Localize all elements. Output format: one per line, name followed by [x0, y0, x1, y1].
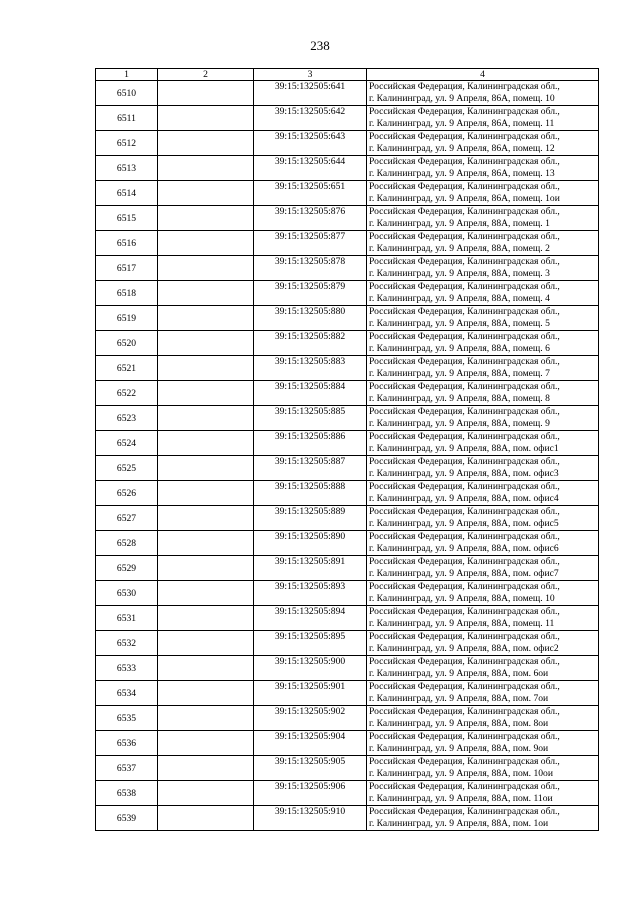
- address-line-1: Российская Федерация, Калининградская обл.,: [369, 131, 560, 142]
- address-line-1: Российская Федерация, Калининградская обл.,: [369, 706, 560, 717]
- address-cell: [367, 231, 599, 256]
- row-number: 6533: [96, 656, 158, 681]
- cadastral-number: 39:15:132505:902: [254, 706, 367, 731]
- column-2-cell: [158, 806, 254, 831]
- row-number: 6522: [96, 381, 158, 406]
- column-2-cell: [158, 331, 254, 356]
- column-2-cell: [158, 81, 254, 106]
- column-2-cell: [158, 156, 254, 181]
- cadastral-number: 39:15:132505:879: [254, 281, 367, 306]
- address-cell: [367, 506, 599, 531]
- address-line-2: г. Калининград, ул. 9 Апреля, 88А, пом. 6ои: [369, 668, 549, 679]
- address-line-1: Российская Федерация, Калининградская обл.,: [369, 381, 560, 392]
- cadastral-number: 39:15:132505:884: [254, 381, 367, 406]
- address-line-2: г. Калининград, ул. 9 Апреля, 88А, помещ. 1: [369, 218, 550, 229]
- address-line-2: г. Калининград, ул. 9 Апреля, 88А, пом. 10ои: [369, 768, 553, 779]
- row-number: 6530: [96, 581, 158, 606]
- address-line-1: Российская Федерация, Калининградская обл.,: [369, 406, 560, 417]
- address-line-1: Российская Федерация, Калининградская обл.,: [369, 506, 560, 517]
- address-cell: [367, 456, 599, 481]
- cadastral-number: 39:15:132505:890: [254, 531, 367, 556]
- address-line-2: г. Калининград, ул. 9 Апреля, 88А, помещ. 10: [369, 593, 555, 604]
- column-2-cell: [158, 606, 254, 631]
- table-row: [96, 406, 599, 431]
- table-row: [96, 231, 599, 256]
- cadastral-number: 39:15:132505:900: [254, 656, 367, 681]
- address-line-1: Российская Федерация, Калининградская обл.,: [369, 681, 560, 692]
- address-line-1: Российская Федерация, Калининградская обл.,: [369, 631, 560, 642]
- column-2-cell: [158, 756, 254, 781]
- column-header-1: 1: [96, 69, 158, 81]
- table-row: [96, 656, 599, 681]
- table-row: [96, 106, 599, 131]
- address-line-2: г. Калининград, ул. 9 Апреля, 88А, пом. офис5: [369, 518, 559, 529]
- cadastral-number: 39:15:132505:651: [254, 181, 367, 206]
- cadastral-number: 39:15:132505:904: [254, 731, 367, 756]
- table-row: [96, 156, 599, 181]
- cadastral-number: 39:15:132505:891: [254, 556, 367, 581]
- address-line-2: г. Калининград, ул. 9 Апреля, 88А, помещ. 7: [369, 368, 550, 379]
- address-cell: [367, 331, 599, 356]
- address-line-2: г. Калининград, ул. 9 Апреля, 88А, пом. офис4: [369, 493, 559, 504]
- cadastral-number: 39:15:132505:885: [254, 406, 367, 431]
- row-number: 6511: [96, 106, 158, 131]
- address-line-2: г. Калининград, ул. 9 Апреля, 88А, пом. 1ои: [369, 818, 549, 829]
- address-line-1: Российская Федерация, Калининградская обл.,: [369, 531, 560, 542]
- row-number: 6518: [96, 281, 158, 306]
- address-line-1: Российская Федерация, Калининградская обл.,: [369, 756, 560, 767]
- cadastral-number: 39:15:132505:876: [254, 206, 367, 231]
- cadastral-number: 39:15:132505:878: [254, 256, 367, 281]
- address-cell: [367, 181, 599, 206]
- address-cell: [367, 681, 599, 706]
- row-number: 6538: [96, 781, 158, 806]
- column-2-cell: [158, 306, 254, 331]
- column-2-cell: [158, 781, 254, 806]
- cadastral-number: 39:15:132505:906: [254, 781, 367, 806]
- address-line-2: г. Калининград, ул. 9 Апреля, 88А, помещ. 3: [369, 268, 550, 279]
- address-cell: [367, 531, 599, 556]
- address-line-1: Российская Федерация, Калининградская обл.,: [369, 431, 560, 442]
- column-2-cell: [158, 431, 254, 456]
- address-cell: [367, 156, 599, 181]
- row-number: 6536: [96, 731, 158, 756]
- registry-table: [95, 68, 599, 831]
- address-line-1: Российская Федерация, Калининградская обл.,: [369, 731, 560, 742]
- row-number: 6523: [96, 406, 158, 431]
- column-2-cell: [158, 481, 254, 506]
- address-line-1: Российская Федерация, Калининградская обл.,: [369, 331, 560, 342]
- address-cell: [367, 606, 599, 631]
- row-number: 6528: [96, 531, 158, 556]
- address-line-1: Российская Федерация, Калининградская обл.,: [369, 656, 560, 667]
- table-row: [96, 731, 599, 756]
- table-row: [96, 431, 599, 456]
- address-line-1: Российская Федерация, Калининградская обл.,: [369, 806, 560, 817]
- address-line-2: г. Калининград, ул. 9 Апреля, 88А, помещ. 11: [369, 618, 555, 629]
- address-cell: [367, 206, 599, 231]
- table-row: [96, 706, 599, 731]
- address-line-2: г. Калининград, ул. 9 Апреля, 86А, помещ. 1ои: [369, 193, 560, 204]
- cadastral-number: 39:15:132505:882: [254, 331, 367, 356]
- row-number: 6535: [96, 706, 158, 731]
- address-line-2: г. Калининград, ул. 9 Апреля, 88А, помещ. 5: [369, 318, 550, 329]
- address-cell: [367, 656, 599, 681]
- cadastral-number: 39:15:132505:880: [254, 306, 367, 331]
- cadastral-number: 39:15:132505:888: [254, 481, 367, 506]
- address-cell: [367, 131, 599, 156]
- row-number: 6534: [96, 681, 158, 706]
- column-2-cell: [158, 206, 254, 231]
- row-number: 6529: [96, 556, 158, 581]
- address-line-2: г. Калининград, ул. 9 Апреля, 88А, пом. 9ои: [369, 743, 549, 754]
- cadastral-number: 39:15:132505:910: [254, 806, 367, 831]
- table-row: [96, 556, 599, 581]
- column-2-cell: [158, 731, 254, 756]
- address-line-1: Российская Федерация, Калининградская обл.,: [369, 256, 560, 267]
- row-number: 6515: [96, 206, 158, 231]
- table-row: [96, 81, 599, 106]
- table-row: [96, 806, 599, 831]
- row-number: 6516: [96, 231, 158, 256]
- row-number: 6527: [96, 506, 158, 531]
- cadastral-number: 39:15:132505:886: [254, 431, 367, 456]
- row-number: 6531: [96, 606, 158, 631]
- column-2-cell: [158, 631, 254, 656]
- cadastral-number: 39:15:132505:895: [254, 631, 367, 656]
- cadastral-number: 39:15:132505:905: [254, 756, 367, 781]
- cadastral-number: 39:15:132505:887: [254, 456, 367, 481]
- column-2-cell: [158, 381, 254, 406]
- address-cell: [367, 306, 599, 331]
- row-number: 6532: [96, 631, 158, 656]
- address-line-1: Российская Федерация, Калининградская обл.,: [369, 356, 560, 367]
- table-row: [96, 681, 599, 706]
- address-cell: [367, 381, 599, 406]
- table-row: [96, 181, 599, 206]
- address-line-2: г. Калининград, ул. 9 Апреля, 88А, пом. офис6: [369, 543, 559, 554]
- cadastral-number: 39:15:132505:641: [254, 81, 367, 106]
- column-2-cell: [158, 406, 254, 431]
- address-line-1: Российская Федерация, Калининградская обл.,: [369, 231, 560, 242]
- column-header-4: 4: [367, 69, 599, 81]
- cadastral-number: 39:15:132505:894: [254, 606, 367, 631]
- table-row: [96, 581, 599, 606]
- address-line-2: г. Калининград, ул. 9 Апреля, 88А, пом. офис3: [369, 468, 559, 479]
- column-2-cell: [158, 556, 254, 581]
- address-line-2: г. Калининград, ул. 9 Апреля, 88А, помещ. 8: [369, 393, 550, 404]
- address-line-2: г. Калининград, ул. 9 Апреля, 88А, пом. офис1: [369, 443, 559, 454]
- address-line-2: г. Калининград, ул. 9 Апреля, 86А, помещ. 10: [369, 93, 555, 104]
- address-line-1: Российская Федерация, Калининградская обл.,: [369, 456, 560, 467]
- column-2-cell: [158, 656, 254, 681]
- row-number: 6514: [96, 181, 158, 206]
- column-2-cell: [158, 531, 254, 556]
- address-cell: [367, 706, 599, 731]
- address-line-2: г. Калининград, ул. 9 Апреля, 88А, пом. 11ои: [369, 793, 553, 804]
- address-line-1: Российская Федерация, Калининградская обл.,: [369, 481, 560, 492]
- address-line-1: Российская Федерация, Калининградская обл.,: [369, 206, 560, 217]
- address-cell: [367, 81, 599, 106]
- column-2-cell: [158, 681, 254, 706]
- address-line-2: г. Калининград, ул. 9 Апреля, 88А, помещ. 4: [369, 293, 550, 304]
- address-cell: [367, 556, 599, 581]
- address-cell: [367, 431, 599, 456]
- row-number: 6525: [96, 456, 158, 481]
- table-body: [96, 81, 599, 831]
- column-2-cell: [158, 356, 254, 381]
- row-number: 6512: [96, 131, 158, 156]
- address-line-2: г. Калининград, ул. 9 Апреля, 88А, пом. 7ои: [369, 693, 549, 704]
- address-cell: [367, 806, 599, 831]
- table-row: [96, 206, 599, 231]
- cadastral-number: 39:15:132505:883: [254, 356, 367, 381]
- address-cell: [367, 356, 599, 381]
- table-row: [96, 306, 599, 331]
- row-number: 6520: [96, 331, 158, 356]
- table-row: [96, 381, 599, 406]
- column-2-cell: [158, 506, 254, 531]
- address-line-1: Российская Федерация, Калининградская обл.,: [369, 781, 560, 792]
- column-2-cell: [158, 281, 254, 306]
- table-row: [96, 781, 599, 806]
- address-cell: [367, 756, 599, 781]
- table-row: [96, 256, 599, 281]
- address-cell: [367, 581, 599, 606]
- table-row: [96, 131, 599, 156]
- row-number: 6521: [96, 356, 158, 381]
- row-number: 6539: [96, 806, 158, 831]
- page-number: 238: [310, 38, 330, 53]
- address-line-2: г. Калининград, ул. 9 Апреля, 88А, пом. офис2: [369, 643, 559, 654]
- cadastral-number: 39:15:132505:901: [254, 681, 367, 706]
- cadastral-number: 39:15:132505:642: [254, 106, 367, 131]
- column-2-cell: [158, 256, 254, 281]
- address-line-2: г. Калининград, ул. 9 Апреля, 88А, помещ. 9: [369, 418, 550, 429]
- address-line-2: г. Калининград, ул. 9 Апреля, 88А, пом. 8ои: [369, 718, 549, 729]
- address-cell: [367, 256, 599, 281]
- address-line-1: Российская Федерация, Калининградская обл.,: [369, 156, 560, 167]
- table-row: [96, 456, 599, 481]
- address-line-1: Российская Федерация, Калининградская обл.,: [369, 181, 560, 192]
- table-row: [96, 531, 599, 556]
- address-line-1: Российская Федерация, Калининградская обл.,: [369, 106, 560, 117]
- column-2-cell: [158, 706, 254, 731]
- column-2-cell: [158, 581, 254, 606]
- address-line-1: Российская Федерация, Калининградская обл.,: [369, 581, 560, 592]
- address-cell: [367, 406, 599, 431]
- address-cell: [367, 631, 599, 656]
- row-number: 6524: [96, 431, 158, 456]
- column-2-cell: [158, 131, 254, 156]
- row-number: 6517: [96, 256, 158, 281]
- address-line-2: г. Калининград, ул. 9 Апреля, 88А, пом. офис7: [369, 568, 559, 579]
- cadastral-number: 39:15:132505:889: [254, 506, 367, 531]
- table-header-row: [96, 69, 599, 81]
- address-line-2: г. Калининград, ул. 9 Апреля, 86А, помещ. 11: [369, 118, 555, 129]
- address-line-1: Российская Федерация, Калининградская обл.,: [369, 556, 560, 567]
- cadastral-number: 39:15:132505:893: [254, 581, 367, 606]
- address-line-2: г. Калининград, ул. 9 Апреля, 88А, помещ. 6: [369, 343, 550, 354]
- address-cell: [367, 781, 599, 806]
- address-line-2: г. Калининград, ул. 9 Апреля, 86А, помещ. 12: [369, 143, 555, 154]
- column-2-cell: [158, 106, 254, 131]
- column-2-cell: [158, 181, 254, 206]
- row-number: 6537: [96, 756, 158, 781]
- address-line-2: г. Калининград, ул. 9 Апреля, 86А, помещ. 13: [369, 168, 555, 179]
- address-cell: [367, 106, 599, 131]
- table-row: [96, 756, 599, 781]
- table-row: [96, 481, 599, 506]
- address-line-2: г. Калининград, ул. 9 Апреля, 88А, помещ. 2: [369, 243, 550, 254]
- address-cell: [367, 481, 599, 506]
- row-number: 6510: [96, 81, 158, 106]
- address-cell: [367, 281, 599, 306]
- column-2-cell: [158, 456, 254, 481]
- cadastral-number: 39:15:132505:643: [254, 131, 367, 156]
- column-header-2: 2: [158, 69, 254, 81]
- cadastral-number: 39:15:132505:877: [254, 231, 367, 256]
- row-number: 6513: [96, 156, 158, 181]
- cadastral-number: 39:15:132505:644: [254, 156, 367, 181]
- address-cell: [367, 731, 599, 756]
- address-line-1: Российская Федерация, Калининградская обл.,: [369, 306, 560, 317]
- address-line-1: Российская Федерация, Калининградская обл.,: [369, 81, 560, 92]
- table-row: [96, 606, 599, 631]
- address-line-1: Российская Федерация, Калининградская обл.,: [369, 606, 560, 617]
- table-row: [96, 281, 599, 306]
- row-number: 6526: [96, 481, 158, 506]
- table-row: [96, 356, 599, 381]
- row-number: 6519: [96, 306, 158, 331]
- table-row: [96, 631, 599, 656]
- column-2-cell: [158, 231, 254, 256]
- table-row: [96, 331, 599, 356]
- address-line-1: Российская Федерация, Калининградская обл.,: [369, 281, 560, 292]
- column-header-3: 3: [254, 69, 367, 81]
- table-row: [96, 506, 599, 531]
